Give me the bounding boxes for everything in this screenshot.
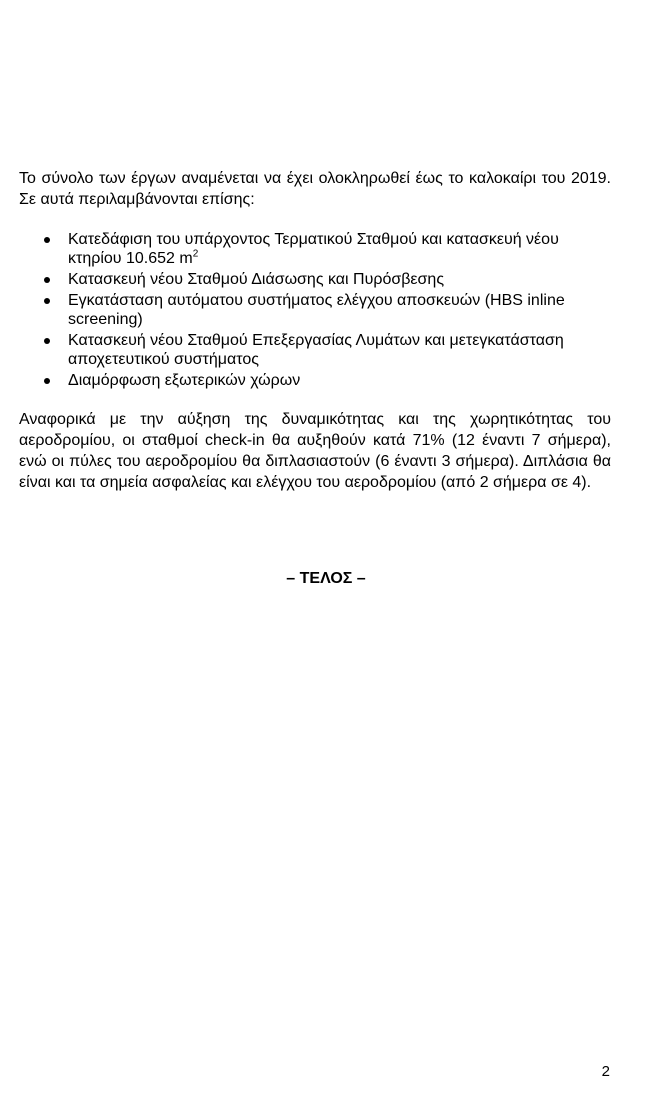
list-item-text: Κατασκευή νέου Σταθμού Επεξεργασίας Λυμάτων και μετεγκατάσταση αποχετευτικού συστήματος	[68, 332, 564, 368]
list-item	[0, 371, 611, 390]
bullet-icon	[44, 338, 50, 344]
list-item-text: Διαμόρφωση εξωτερικών χώρων	[68, 372, 301, 389]
bullet-icon	[44, 237, 50, 243]
list-item-text: Εγκατάσταση αυτόματου συστήματος ελέγχου αποσκευών (HBS inline screening)	[68, 292, 565, 328]
bullet-icon	[44, 277, 50, 283]
bullet-icon	[44, 378, 50, 384]
superscript: 2	[192, 248, 199, 260]
bullet-icon	[44, 298, 50, 304]
list-item	[0, 331, 611, 369]
page-number: 2	[601, 1063, 610, 1080]
end-mark: – ΤΕΛΟΣ –	[286, 570, 366, 587]
list-item	[0, 230, 611, 268]
list-item	[0, 291, 611, 329]
list-item-text: Κατασκευή νέου Σταθμού Διάσωσης και Πυρόσβεσης	[68, 271, 445, 288]
list-item	[0, 270, 611, 289]
project-list	[0, 230, 652, 392]
intro-paragraph: Το σύνολο των έργων αναμένεται να έχει ολοκληρωθεί έως το καλοκαίρι του 2019. Σε αυτά περιλαμβάνονται επίσης:	[19, 170, 611, 208]
capacity-paragraph: Αναφορικά με την αύξηση της δυναμικότητας και της χωρητικότητας του αεροδρομίου, οι σταθμοί check-in θα αυξηθούν κατά 71% (12 έναντι 7 σήμερα), ενώ οι πύλες του αεροδρομίου θα διπλασιαστούν (6 έναντι 3 σήμερα). Διπλάσια θα είναι και τα σημεία ασφαλείας και ελέγχου του αεροδρομίου (από 2 σήμερα σε 4).	[19, 411, 611, 491]
list-item-text: Κατεδάφιση του υπάρχοντος Τερματικού Σταθμού και κατασκευή νέου κτηρίου 10.652 m	[68, 231, 559, 267]
